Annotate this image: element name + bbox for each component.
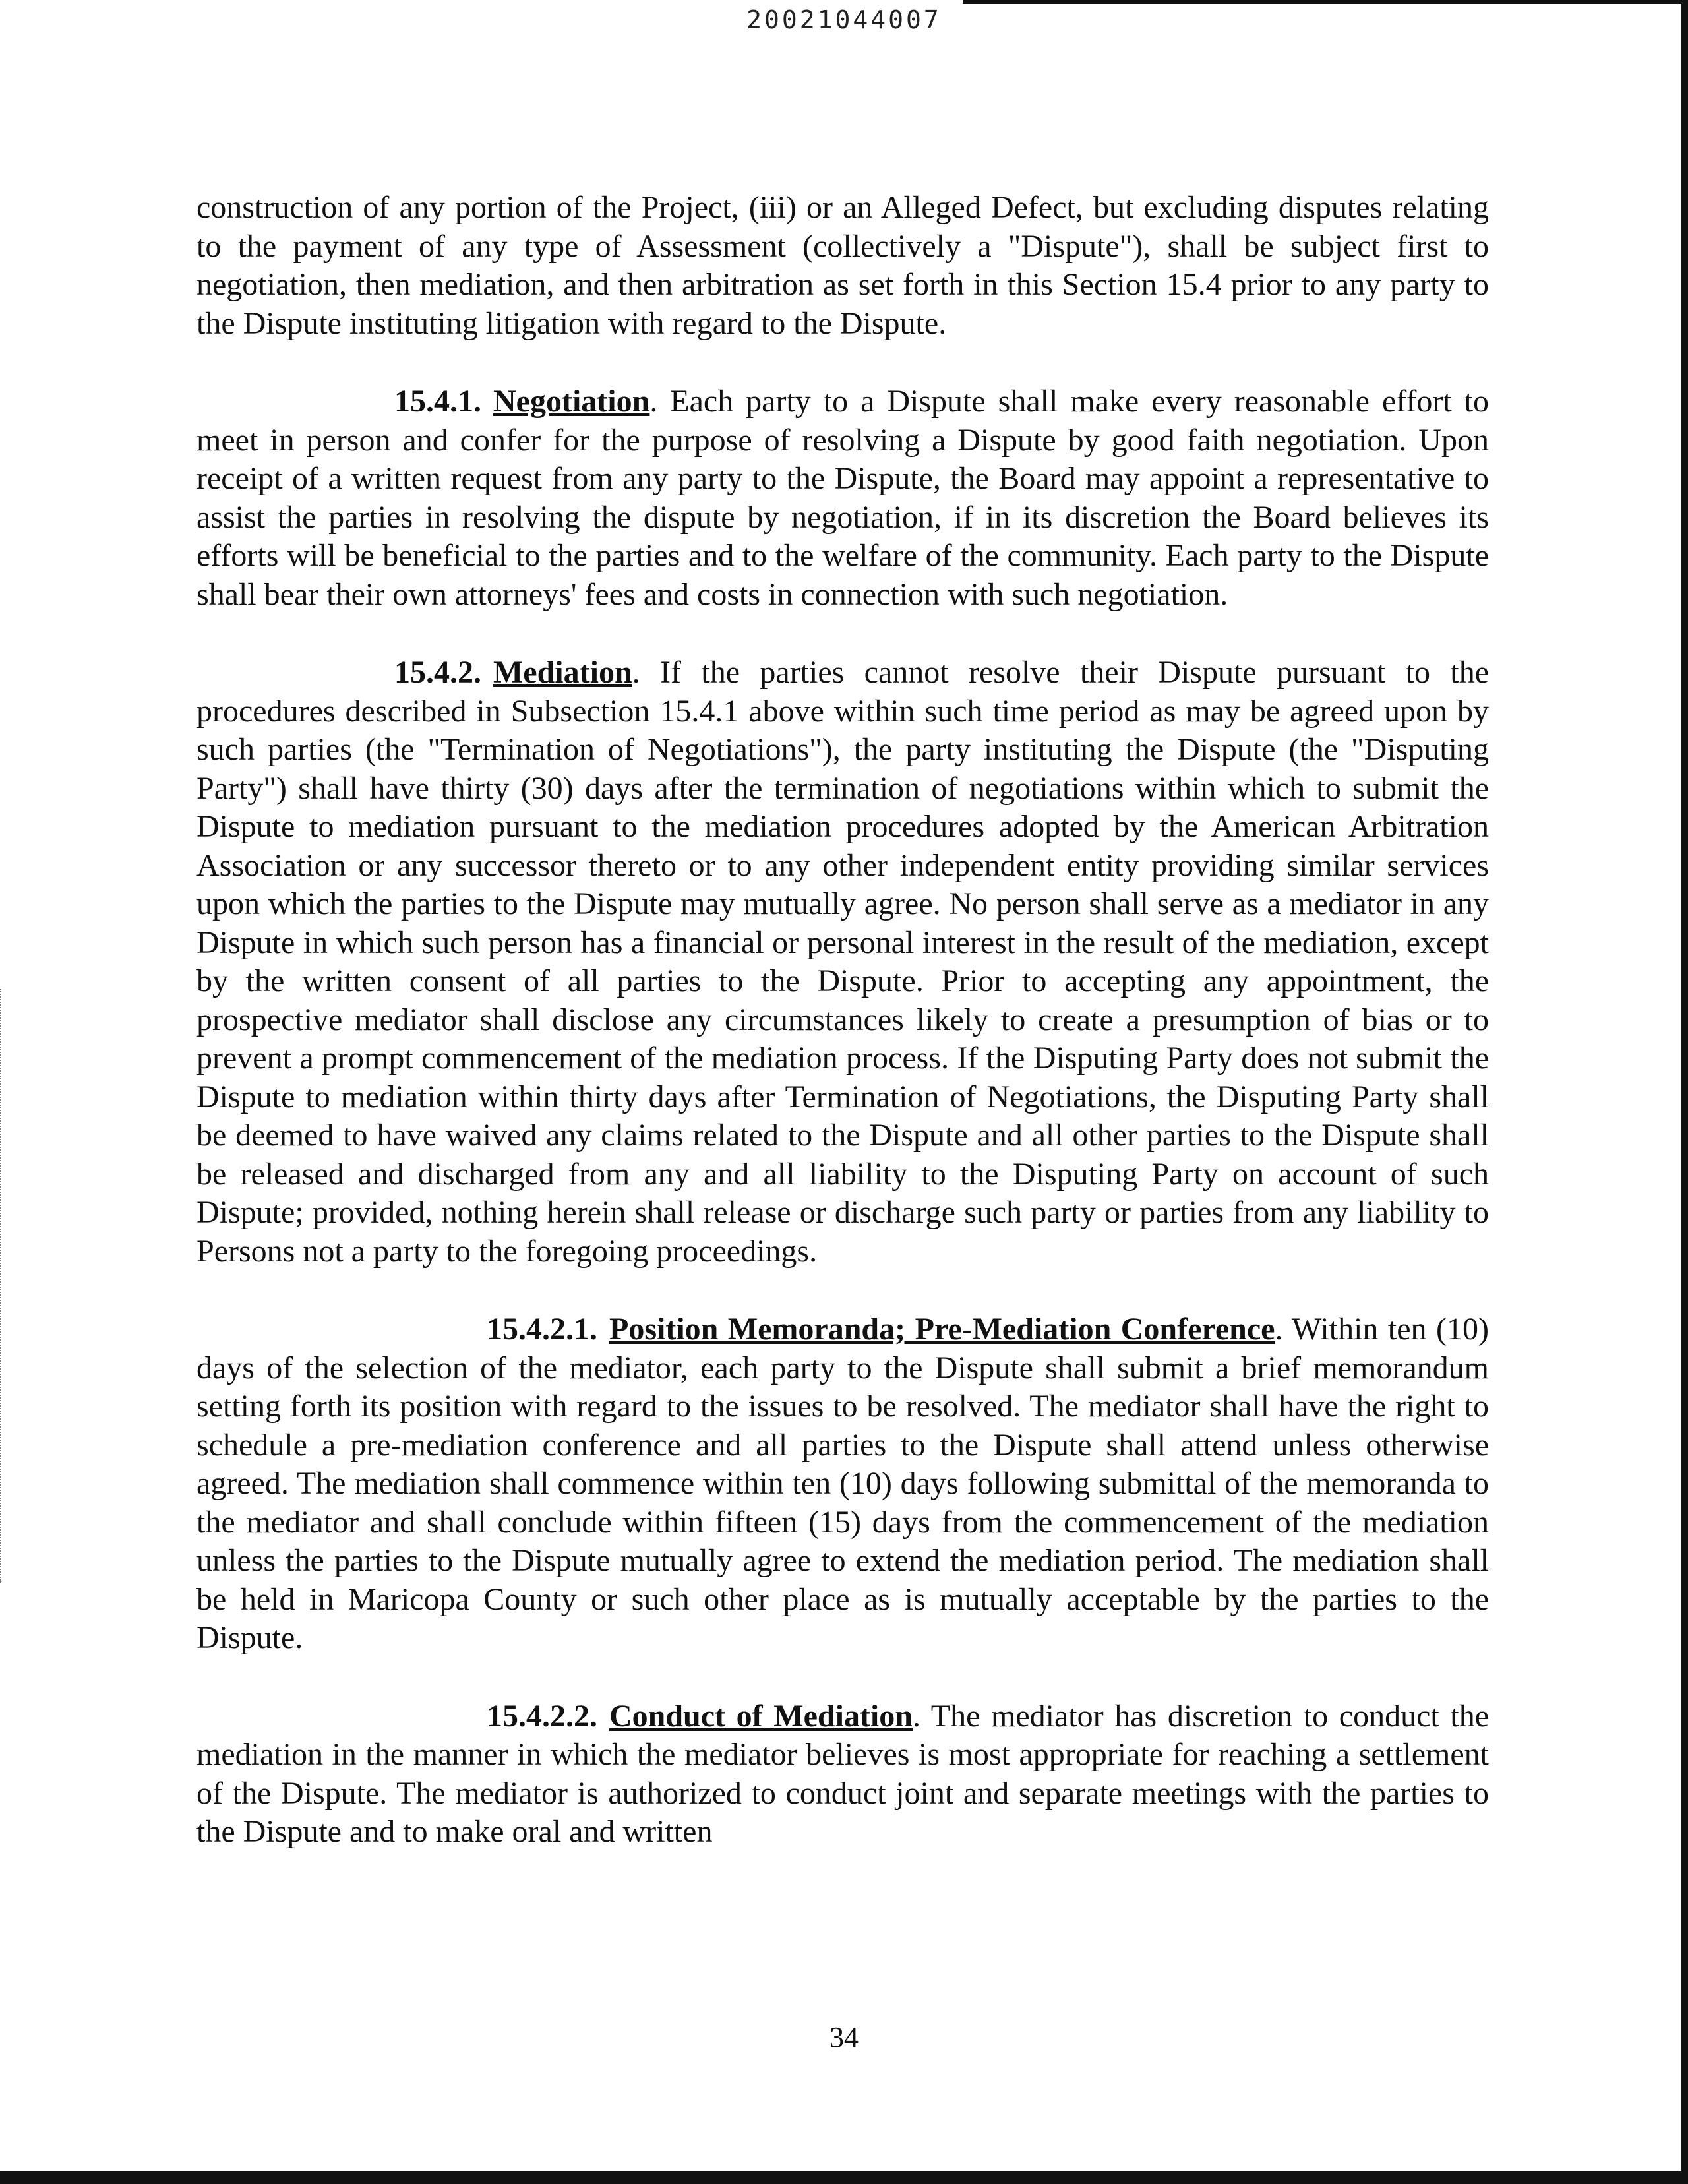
section-number: 15.4.2. [394, 655, 481, 690]
scan-border-bottom [0, 2171, 1688, 2184]
section-conduct-of-mediation [196, 1697, 1489, 1852]
section-position-memoranda [196, 1310, 1489, 1658]
page-number: 34 [829, 2021, 859, 2053]
section-text: . Within ten (10) days of the selection of the mediator, each party to the Dispute shall submit a brief memorandum setting forth its position with regard to the issues to be resolved. The mediator shall have the right to schedule a pre-mediation conference and all parties to the Dispute shall attend unless otherwise agreed. The mediation shall commence within ten (10) days following submittal of the memoranda to the mediator and shall conclude within fifteen (15) days from the commencement of the mediation unless the parties to the Dispute mutually agree to extend the mediation period. The mediation shall be held in Maricopa County or such other place as is mutually acceptable by the parties to the Dispute. [196, 1312, 1489, 1655]
section-title: Position Memoranda; Pre-Mediation Conference [609, 1312, 1275, 1347]
document-number: 20021044007 [746, 5, 942, 34]
section-mediation [196, 653, 1489, 1271]
paragraph-text: construction of any portion of the Project, (iii) or an Alleged Defect, but excluding disputes relating to the payment of any type of Assessment (collectively a "Dispute"), shall be subject first to negotiation, then mediation, and then arbitration as set forth in this Section 15.4 prior to any party to the Dispute instituting litigation with regard to the Dispute. [196, 190, 1489, 341]
document-body [196, 189, 1489, 1891]
scan-edge-specks [0, 989, 5, 1583]
section-text: . The mediator has discretion to conduct the mediation in the manner in which the mediator believes is most appropriate for reaching a settlement of the Dispute. The mediator is authorized to conduct joint and separate meetings with the parties to the Dispute and to make oral and written [196, 1698, 1489, 1849]
section-title: Mediation [493, 655, 632, 690]
section-title: Conduct of Mediation [609, 1698, 913, 1734]
section-text: . Each party to a Dispute shall make every reasonable effort to meet in person and confer for the purpose of resolving a Dispute by good faith negotiation. Upon receipt of a written request from any party to the Dispute, the Board may appoint a representative to assist the parties in resolving the dispute by negotiation, if in its discretion the Board believes its efforts will be beneficial to the parties and to the welfare of the community. Each party to the Dispute shall bear their own attorneys' fees and costs in connection with such negotiation. [196, 384, 1489, 612]
scan-border-top [963, 0, 1688, 4]
section-text: . If the parties cannot resolve their Dispute pursuant to the procedures described in Subsection 15.4.1 above within such time period as may be agreed upon by such parties (the "Termination of Negotiations"), the party instituting the Dispute (the "Disputing Party") shall have thirty (30) days after the termination of negotiations within which to submit the Dispute to mediation pursuant to the mediation procedures adopted by the American Arbitration Association or any successor thereto or to any other independent entity providing similar services upon which the parties to the Dispute may mutually agree. No person shall serve as a mediator in any Dispute in which such person has a financial or personal interest in the result of the mediation, except by the written consent of all parties to the Dispute. Prior to accepting any appointment, the prospective mediator shall disclose any circumstances likely to create a presumption of bias or to prevent a prompt commencement of the mediation process. If the Disputing Party does not submit the Dispute to mediation within thirty days after Termination of Negotiations, the Disputing Party shall be deemed to have waived any claims related to the Dispute and all other parties to the Dispute shall be released and discharged from any and all liability to the Disputing Party on account of such Dispute; provided, nothing herein shall release or discharge such party or parties from any liability to Persons not a party to the foregoing proceedings. [196, 655, 1489, 1269]
section-negotiation [196, 382, 1489, 614]
section-number: 15.4.1. [394, 384, 481, 419]
section-number: 15.4.2.2. [487, 1698, 597, 1734]
paragraph-continuation [196, 189, 1489, 343]
section-title: Negotiation [493, 384, 650, 419]
scan-border-right [1681, 0, 1688, 2184]
section-number: 15.4.2.1. [487, 1312, 597, 1347]
